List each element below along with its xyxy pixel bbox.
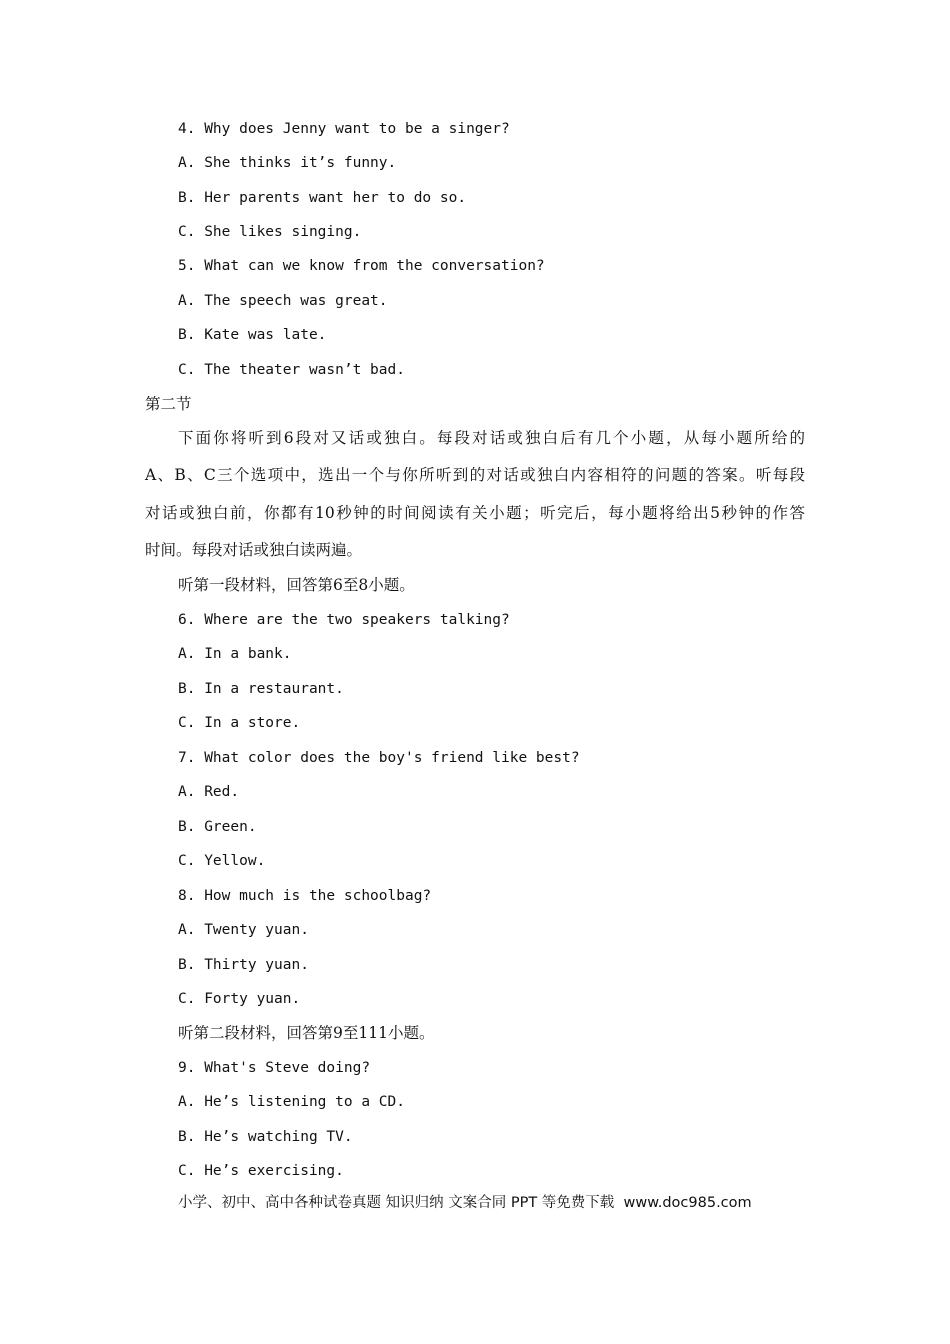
option-7c: C. Yellow. <box>178 853 266 869</box>
option-7b: B. Green. <box>178 819 257 835</box>
option-7a: A. Red. <box>178 784 240 800</box>
question-7: 7. What color does the boy's friend like best? <box>178 750 580 766</box>
option-5a: A. The speech was great. <box>178 293 388 309</box>
question-5: 5. What can we know from the conversation? <box>178 258 545 274</box>
part-2-heading: 听第二段材料，回答第9至111小题。 <box>178 1024 435 1042</box>
option-5b: B. Kate was late. <box>178 327 327 343</box>
option-6a: A. In a bank. <box>178 646 292 662</box>
instructions-line-4: 时间。每段对话或独白读两遍。 <box>145 541 363 559</box>
option-5c: C. The theater wasn’t bad. <box>178 362 405 378</box>
option-8a: A. Twenty yuan. <box>178 922 309 938</box>
instructions-line-2: A、B、C三个选项中，选出一个与你所听到的对话或独白内容相符的问题的答案。听每段 <box>145 466 805 484</box>
question-6: 6. Where are the two speakers talking? <box>178 612 510 628</box>
question-4: 4. Why does Jenny want to be a singer? <box>178 121 510 137</box>
part-1-heading: 听第一段材料，回答第6至8小题。 <box>178 576 415 594</box>
option-9b: B. He’s watching TV. <box>178 1129 353 1145</box>
page-footer: 小学、初中、高中各种试卷真题 知识归纳 文案合同 PPT 等免费下载 www.doc985.com <box>178 1195 752 1211</box>
instructions-line-3: 对话或独白前，你都有10秒钟的时间阅读有关小题；听完后，每小题将给出5秒钟的作答 <box>145 504 805 522</box>
question-9: 9. What's Steve doing? <box>178 1060 371 1076</box>
option-4b: B. Her parents want her to do so. <box>178 190 467 206</box>
question-8: 8. How much is the schoolbag? <box>178 888 432 904</box>
option-8b: B. Thirty yuan. <box>178 957 309 973</box>
option-9c: C. He’s exercising. <box>178 1163 344 1179</box>
option-4c: C. She likes singing. <box>178 224 362 240</box>
option-8c: C. Forty yuan. <box>178 991 301 1007</box>
section-heading: 第二节 <box>145 395 192 413</box>
option-9a: A. He’s listening to a CD. <box>178 1094 405 1110</box>
option-4a: A. She thinks it’s funny. <box>178 155 397 171</box>
option-6b: B. In a restaurant. <box>178 681 344 697</box>
instructions-line-1: 下面你将听到6段对又话或独白。每段对话或独白后有几个小题，从每小题所给的 <box>178 429 805 447</box>
option-6c: C. In a store. <box>178 715 301 731</box>
